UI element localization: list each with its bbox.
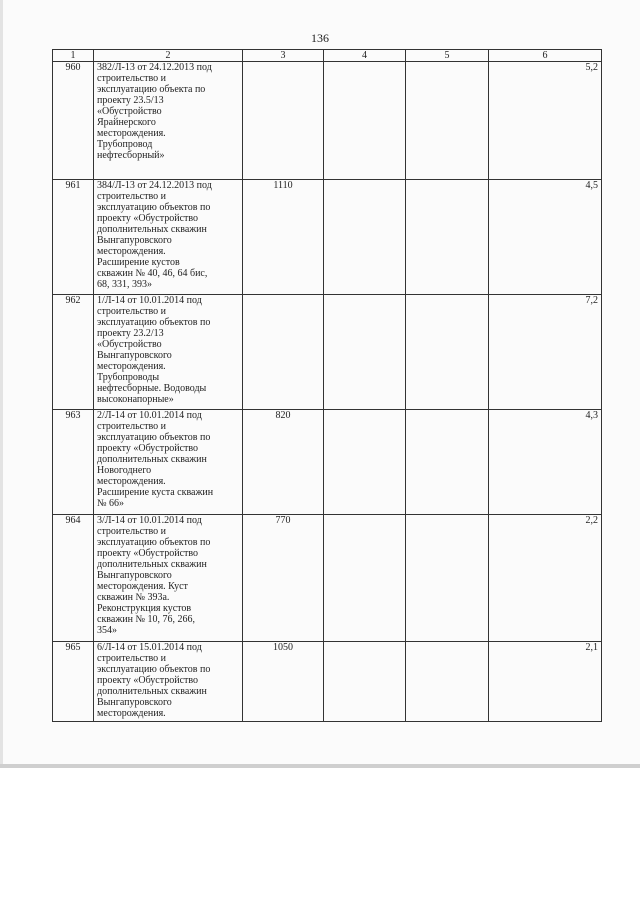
description-line: дополнительных скважин xyxy=(97,686,207,697)
description-line: Вынгапуровского xyxy=(97,235,172,246)
column-6-cell: 5,2 xyxy=(489,62,602,180)
row-number-cell: 962 xyxy=(53,295,94,410)
description-cell xyxy=(94,642,243,722)
description-line: месторождения. Куст xyxy=(97,581,188,592)
description-line: скважин № 393а. xyxy=(97,592,170,603)
description-cell xyxy=(94,295,243,410)
column-3-cell xyxy=(243,295,324,410)
column-3-cell: 1050 xyxy=(243,642,324,722)
description-line: «Обустройство xyxy=(97,339,162,350)
description-line: эксплуатацию объектов по xyxy=(97,202,211,213)
table-row xyxy=(53,410,602,515)
row-number-cell: 960 xyxy=(53,62,94,180)
scan-bottom-edge xyxy=(0,764,640,768)
table-row xyxy=(53,295,602,410)
description-cell xyxy=(94,180,243,295)
column-3-cell: 1110 xyxy=(243,180,324,295)
description-line: эксплуатацию объектов по xyxy=(97,432,211,443)
description-line: нефтесборные. Водоводы xyxy=(97,383,207,394)
description-line: эксплуатацию объекта по xyxy=(97,84,206,95)
column-5-cell xyxy=(406,295,489,410)
description-line: Вынгапуровского xyxy=(97,570,172,581)
column-3-cell: 770 xyxy=(243,515,324,642)
description-line: эксплуатацию объектов по xyxy=(97,664,211,675)
column-5-cell xyxy=(406,642,489,722)
description-line: строительство и xyxy=(97,73,166,84)
description-line: Новогоднего xyxy=(97,465,152,476)
description-line: 384/Л-13 от 24.12.2013 под xyxy=(97,180,212,191)
row-number-cell: 961 xyxy=(53,180,94,295)
description-line: высоконапорные» xyxy=(97,394,174,405)
description-line: 354» xyxy=(97,625,117,636)
description-line: скважин № 40, 46, 64 бис, xyxy=(97,268,208,279)
column-header: 6 xyxy=(489,50,602,62)
register-table xyxy=(52,49,602,722)
description-line: дополнительных скважин xyxy=(97,559,207,570)
column-header: 1 xyxy=(53,50,94,62)
column-3-cell: 820 xyxy=(243,410,324,515)
description-line: дополнительных скважин xyxy=(97,454,207,465)
description-line: «Обустройство xyxy=(97,106,162,117)
description-line: эксплуатацию объектов по xyxy=(97,537,211,548)
column-header: 4 xyxy=(324,50,406,62)
column-4-cell xyxy=(324,410,406,515)
description-line: 3/Л-14 от 10.01.2014 под xyxy=(97,515,202,526)
description-line: проекту «Обустройство xyxy=(97,213,199,224)
description-line: Реконструкция кустов xyxy=(97,603,192,614)
column-5-cell xyxy=(406,410,489,515)
page-number: 136 xyxy=(311,31,329,45)
description-line: Трубопроводы xyxy=(97,372,160,383)
table-row xyxy=(53,642,602,722)
row-number-cell: 963 xyxy=(53,410,94,515)
scan-left-edge xyxy=(0,0,3,768)
description-line: месторождения. xyxy=(97,476,166,487)
description-line: скважин № 10, 76, 266, xyxy=(97,614,195,625)
description-line: месторождения. xyxy=(97,128,166,139)
column-header: 3 xyxy=(243,50,324,62)
description-line: № 66» xyxy=(97,498,125,509)
column-4-cell xyxy=(324,62,406,180)
column-4-cell xyxy=(324,642,406,722)
description-line: 6/Л-14 от 15.01.2014 под xyxy=(97,642,202,653)
description-line: Трубопровод xyxy=(97,139,153,150)
description-line: месторождения. xyxy=(97,246,166,257)
column-6-cell: 2,1 xyxy=(489,642,602,722)
description-line: Расширение кустов xyxy=(97,257,180,268)
description-cell xyxy=(94,62,243,180)
column-4-cell xyxy=(324,180,406,295)
description-cell xyxy=(94,410,243,515)
row-number-cell: 965 xyxy=(53,642,94,722)
description-line: строительство и xyxy=(97,191,166,202)
row-number-cell: 964 xyxy=(53,515,94,642)
column-header: 2 xyxy=(94,50,243,62)
description-cell xyxy=(94,515,243,642)
description-line: проекту «Обустройство xyxy=(97,548,199,559)
description-line: проекту «Обустройство xyxy=(97,443,199,454)
description-line: эксплуатацию объектов по xyxy=(97,317,211,328)
description-line: строительство и xyxy=(97,526,166,537)
column-3-cell xyxy=(243,62,324,180)
description-line: проекту 23.2/13 xyxy=(97,328,164,339)
column-6-cell: 4,3 xyxy=(489,410,602,515)
description-line: Вынгапуровского xyxy=(97,697,172,708)
description-line: проекту «Обустройство xyxy=(97,675,199,686)
column-6-cell: 7,2 xyxy=(489,295,602,410)
description-line: месторождения. xyxy=(97,361,166,372)
description-line: Расширение куста скважин xyxy=(97,487,214,498)
description-line: 1/Л-14 от 10.01.2014 под xyxy=(97,295,202,306)
description-line: 68, 331, 393» xyxy=(97,279,152,290)
description-line: 2/Л-14 от 10.01.2014 под xyxy=(97,410,202,421)
column-number-row xyxy=(53,50,602,62)
column-5-cell xyxy=(406,180,489,295)
description-line: Ярайнерского xyxy=(97,117,156,128)
column-5-cell xyxy=(406,62,489,180)
column-header: 5 xyxy=(406,50,489,62)
table-row xyxy=(53,180,602,295)
table-row xyxy=(53,515,602,642)
column-4-cell xyxy=(324,295,406,410)
column-6-cell: 2,2 xyxy=(489,515,602,642)
description-line: дополнительных скважин xyxy=(97,224,207,235)
column-6-cell: 4,5 xyxy=(489,180,602,295)
column-4-cell xyxy=(324,515,406,642)
description-line: месторождения. xyxy=(97,708,166,719)
description-line: 382/Л-13 от 24.12.2013 под xyxy=(97,62,212,73)
description-line: нефтесборный» xyxy=(97,150,165,161)
description-line: строительство и xyxy=(97,306,166,317)
column-5-cell xyxy=(406,515,489,642)
description-line: строительство и xyxy=(97,653,166,664)
description-line: Вынгапуровского xyxy=(97,350,172,361)
table-row xyxy=(53,62,602,180)
description-line: строительство и xyxy=(97,421,166,432)
description-line: проекту 23.5/13 xyxy=(97,95,164,106)
